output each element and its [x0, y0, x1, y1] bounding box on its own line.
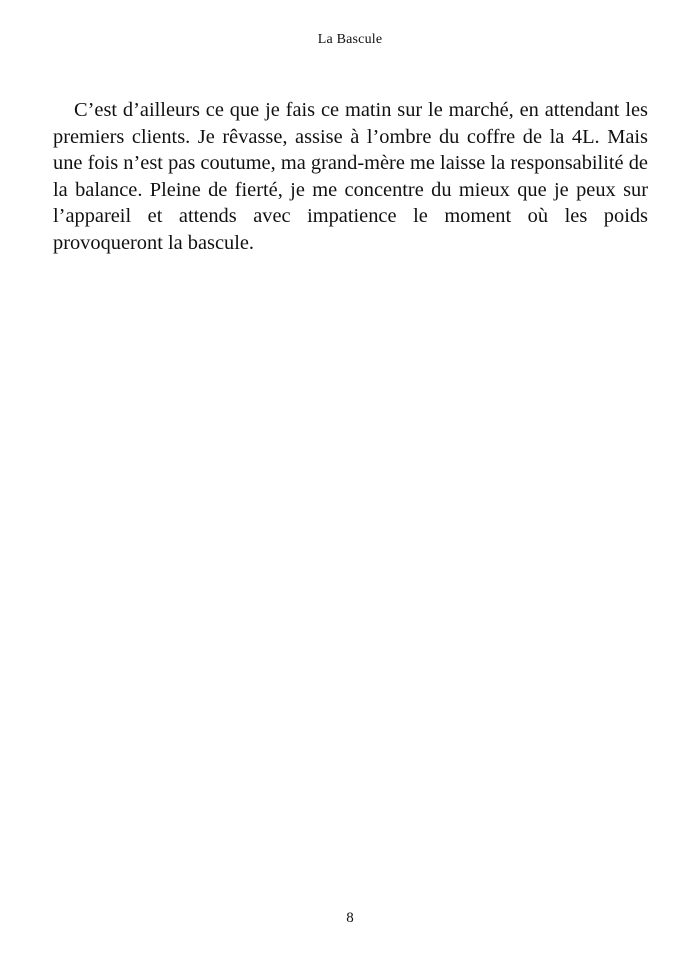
body-paragraph: C’est d’ailleurs ce que je fais ce matin sur le marché, en attendant les premiers clients. Je rêvasse, assise à l’ombre du coffre de la 4L. Mais une fois n’est pas coutume, ma grand-mère me laisse la responsabilité de la balance. Pleine de fierté, je me concentre du mieux que je peux sur l’appareil et attends avec impatience le moment où les poids provoqueront la bascule. [53, 99, 648, 254]
page-number: 8 [346, 910, 354, 926]
running-header: La Bascule [317, 32, 383, 47]
